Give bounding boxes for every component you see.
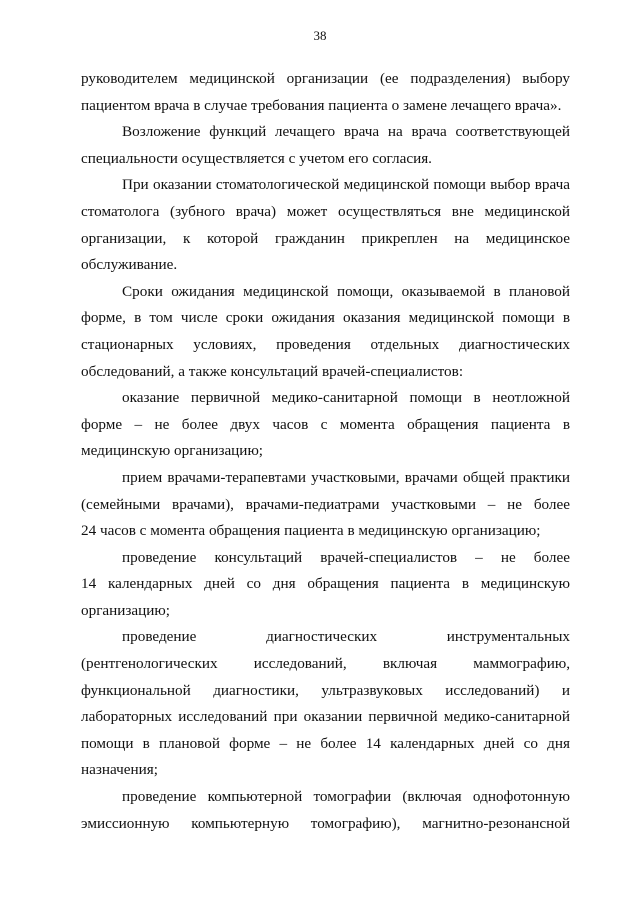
text-line: (рентгенологических исследований, включая маммографию,	[81, 655, 570, 673]
text-line: При оказании стоматологической медицинской помощи выбор врача	[122, 176, 570, 194]
text-line: оказание первичной медико-санитарной помощи в неотложной	[122, 389, 570, 407]
text-line: медицинскую организацию;	[81, 442, 264, 460]
text-line: назначения;	[81, 761, 158, 779]
document-body	[81, 66, 570, 837]
text-line: проведение компьютерной томографии (включая однофотонную	[122, 788, 570, 806]
text-line: организации, к которой гражданин прикреплен на медицинское	[81, 229, 570, 247]
text-line: форме – не более двух часов с момента обращения пациента в	[81, 415, 570, 433]
text-line: прием врачами-терапевтами участковыми, врачами общей практики	[122, 468, 570, 486]
text-line: эмиссионную компьютерную томографию), магнитно-резонансной	[81, 814, 570, 832]
text-line: обслуживание.	[81, 256, 178, 274]
text-line: стоматолога (зубного врача) может осуществляться вне медицинской	[81, 202, 570, 220]
text-line: проведение консультаций врачей-специалистов – не более	[122, 548, 570, 566]
text-line: лабораторных исследований при оказании первичной медико-санитарной	[81, 708, 570, 726]
text-line: организацию;	[81, 601, 170, 619]
text-line: 14 календарных дней со дня обращения пациента в медицинскую	[81, 575, 570, 593]
text-line: 24 часов с момента обращения пациента в медицинскую организацию;	[81, 522, 541, 540]
text-line: (семейными врачами), врачами-педиатрами участковыми – не более	[81, 495, 570, 513]
text-line: обследований, а также консультаций врачей-специалистов:	[81, 362, 464, 380]
text-line: пациентом врача в случае требования пациента о замене лечащего врача».	[81, 96, 562, 114]
text-line: помощи в плановой форме – не более 14 календарных дней со дня	[81, 734, 570, 752]
page-number: 38	[313, 28, 327, 43]
text-line: руководителем медицинской организации (ее подразделения) выбору	[81, 70, 570, 87]
text-line: Сроки ожидания медицинской помощи, оказываемой в плановой	[122, 282, 570, 300]
text-line: форме, в том числе сроки ожидания оказания медицинской помощи в	[81, 309, 570, 327]
text-line: функциональной диагностики, ультразвуковых исследований) и	[81, 681, 570, 699]
text-line: проведение диагностических инструментальных	[122, 628, 570, 646]
text-line: стационарных условиях, проведения отдельных диагностических	[81, 335, 570, 353]
text-line: специальности осуществляется с учетом его согласия.	[81, 149, 432, 167]
text-line: Возложение функций лечащего врача на врача соответствующей	[122, 123, 570, 141]
